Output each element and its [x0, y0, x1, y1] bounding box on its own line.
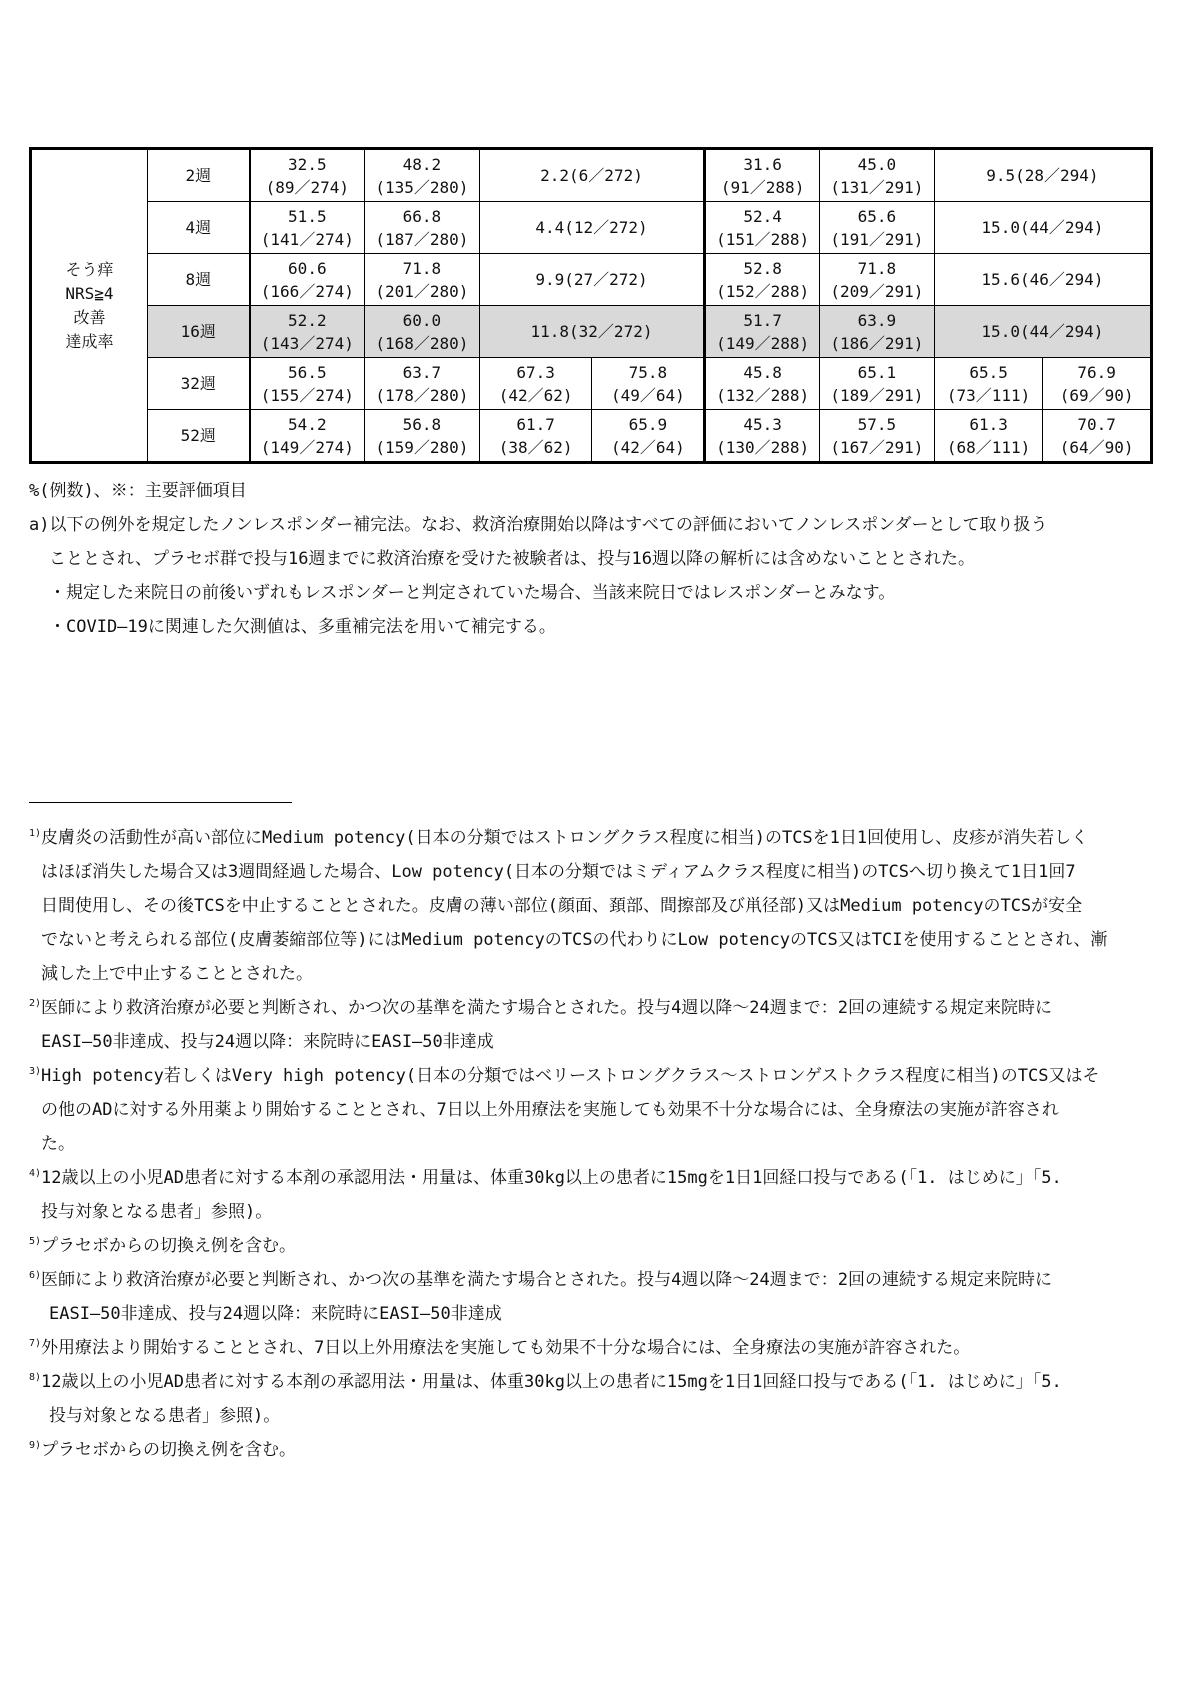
table-cell: 51.7 (149／288): [705, 306, 820, 358]
table-cell: 45.3 (130／288): [705, 410, 820, 463]
table-cell: 57.5 (167／291): [820, 410, 935, 463]
table-cell: 9.9(27／272): [479, 254, 704, 306]
table-cell: 54.2 (149／274): [250, 410, 365, 463]
footnote-mark: 9): [29, 1440, 42, 1451]
table-cell: 71.8 (209／291): [820, 254, 935, 306]
table-row: [31, 202, 1152, 254]
footnote-mark: 1): [29, 828, 42, 839]
table-cell: 52.8 (152／288): [705, 254, 820, 306]
table-cell: 63.9 (186／291): [820, 306, 935, 358]
table-cell: 66.8 (187／280): [364, 202, 479, 254]
table-cell: 70.7 (64／90): [1043, 410, 1152, 463]
footnote: $^{1)}$皮膚炎の活動性が高い部位にMedium potency(日本の分類ではストロングクラス程度に相当)のTCSを1日1回使用し、皮疹が消失若しく はほぼ消失した場合又は3週間経過した場合、Low potency(日本の分類ではミディアムクラス程度に相当)のTCSへ切り換えて1日1回7 日間使用し、その後TCSを中止することとされた。皮膚の薄い部位(顔面、頚部、間擦部及び鼡径部)又はMedium potencyのTCSが安全 でないと考えられる部位(皮膚萎縮部位等)にはMedium potencyのTCSの代わりにLow potencyのTCS又はTCIを使用することとされ、漸 減した上で中止することとされた。: [29, 828, 1108, 984]
table-cell: 2.2(6／272): [479, 149, 704, 202]
table-cell: 4.4(12／272): [479, 202, 704, 254]
table-cell: 15.6(46／294): [934, 254, 1151, 306]
table-cell: 65.6 (191／291): [820, 202, 935, 254]
table-cell: 65.1 (189／291): [820, 358, 935, 410]
table-cell: 31.6 (91／288): [705, 149, 820, 202]
footnote: $^{2)}$医師により救済治療が必要と判断され、かつ次の基準を満たす場合とされた。投与4週以降～24週まで：2回の連続する規定来院時に EASI―50非達成、投与24週以降：来院時にEASI―50非達成: [29, 998, 1053, 1052]
footnote: $^{6)}$医師により救済治療が必要と判断され、かつ次の基準を満たす場合とされた。投与4週以降～24週まで：2回の連続する規定来院時に EASI―50非達成、投与24週以降：来院時にEASI―50非達成: [29, 1270, 1053, 1324]
table-cell: 9.5(28／294): [934, 149, 1151, 202]
footnote-mark: 3): [29, 1066, 42, 1077]
table-cell: 52.2 (143／274): [250, 306, 365, 358]
table-row: [31, 410, 1152, 463]
footnote-mark: 8): [29, 1372, 42, 1383]
footnote-mark: 4): [29, 1168, 42, 1179]
footnote: $^{4)}$12歳以上の小児AD患者に対する本剤の承認用法・用量は、体重30kg以上の患者に15mgを1日1回経口投与である(「1. はじめに」「5. 投与対象となる患者」参照)。: [29, 1168, 1062, 1222]
table-cell: 76.9 (69／90): [1043, 358, 1152, 410]
table-cell: 67.3 (42／62): [479, 358, 592, 410]
table-row: [31, 254, 1152, 306]
table-cell: 71.8 (201／280): [364, 254, 479, 306]
week-label: 2週: [147, 149, 249, 202]
week-label: 16週: [147, 306, 249, 358]
table-cell: 52.4 (151／288): [705, 202, 820, 254]
footnote: $^{3)}$High potency若しくはVery high potency(日本の分類ではベリーストロングクラス～ストロンゲストクラス程度に相当)のTCS又はそ の他のADに対する外用薬より開始することとされ、7日以上外用療法を実施しても効果不十分な場合には、全身療法の実施が許容され た。: [29, 1066, 1100, 1154]
footnote-divider: [29, 802, 292, 803]
footnote-mark: 7): [29, 1338, 42, 1349]
table-cell: 15.0(44／294): [934, 202, 1151, 254]
footnote: $^{9)}$プラセボからの切換え例を含む。: [29, 1440, 297, 1460]
table-notes: [29, 474, 1159, 644]
table-cell: 45.0 (131／291): [820, 149, 935, 202]
footnote-mark: 6): [29, 1270, 42, 1281]
table-cell: 56.8 (159／280): [364, 410, 479, 463]
footnotes: [29, 821, 1159, 1467]
table-cell: 15.0(44／294): [934, 306, 1151, 358]
table-cell: 51.5 (141／274): [250, 202, 365, 254]
table-cell: 75.8 (49／64): [592, 358, 705, 410]
table-cell: 45.8 (132／288): [705, 358, 820, 410]
note-a-line: a)以下の例外を規定したノンレスポンダー補完法。なお、救済治療開始以降はすべての評価においてノンレスポンダーとして取り扱う: [29, 515, 1048, 535]
table-row: [31, 149, 1152, 202]
table-cell: 48.2 (135／280): [364, 149, 479, 202]
table-cell: 60.0 (168／280): [364, 306, 479, 358]
note-bullet: ・COVID―19に関連した欠測値は、多重補完法を用いて補完する。: [49, 617, 556, 637]
footnote-mark: 5): [29, 1236, 42, 1247]
week-label: 8週: [147, 254, 249, 306]
footnote: $^{8)}$12歳以上の小児AD患者に対する本剤の承認用法・用量は、体重30kg以上の患者に15mgを1日1回経口投与である(「1. はじめに」「5. 投与対象となる患者」参照)。: [29, 1372, 1062, 1426]
table-cell: 65.5 (73／111): [934, 358, 1043, 410]
week-label: 32週: [147, 358, 249, 410]
table-cell: 32.5 (89／274): [250, 149, 365, 202]
footnote-mark: 2): [29, 998, 42, 1009]
table-cell: 61.7 (38／62): [479, 410, 592, 463]
row-header: そう痒 NRS≧4 改善 達成率: [31, 149, 148, 463]
note-a-line: こととされ、プラセボ群で投与16週までに救済治療を受けた被験者は、投与16週以降の解析には含めないこととされた。: [49, 549, 975, 569]
legend-note: %(例数)、※：主要評価項目: [29, 481, 247, 501]
results-table: [29, 147, 1153, 464]
table-row-highlighted: [31, 306, 1152, 358]
footnote: $^{5)}$プラセボからの切換え例を含む。: [29, 1236, 297, 1256]
table-cell: 63.7 (178／280): [364, 358, 479, 410]
table-cell: 56.5 (155／274): [250, 358, 365, 410]
footnote: $^{7)}$外用療法より開始することとされ、7日以上外用療法を実施しても効果不十分な場合には、全身療法の実施が許容された。: [29, 1338, 971, 1358]
table-cell: 65.9 (42／64): [592, 410, 705, 463]
week-label: 4週: [147, 202, 249, 254]
table-cell: 61.3 (68／111): [934, 410, 1043, 463]
table-cell: 60.6 (166／274): [250, 254, 365, 306]
week-label: 52週: [147, 410, 249, 463]
note-bullet: ・規定した来院日の前後いずれもレスポンダーと判定されていた場合、当該来院日ではレスポンダーとみなす。: [49, 583, 896, 603]
table-row: [31, 358, 1152, 410]
table-cell: 11.8(32／272): [479, 306, 704, 358]
